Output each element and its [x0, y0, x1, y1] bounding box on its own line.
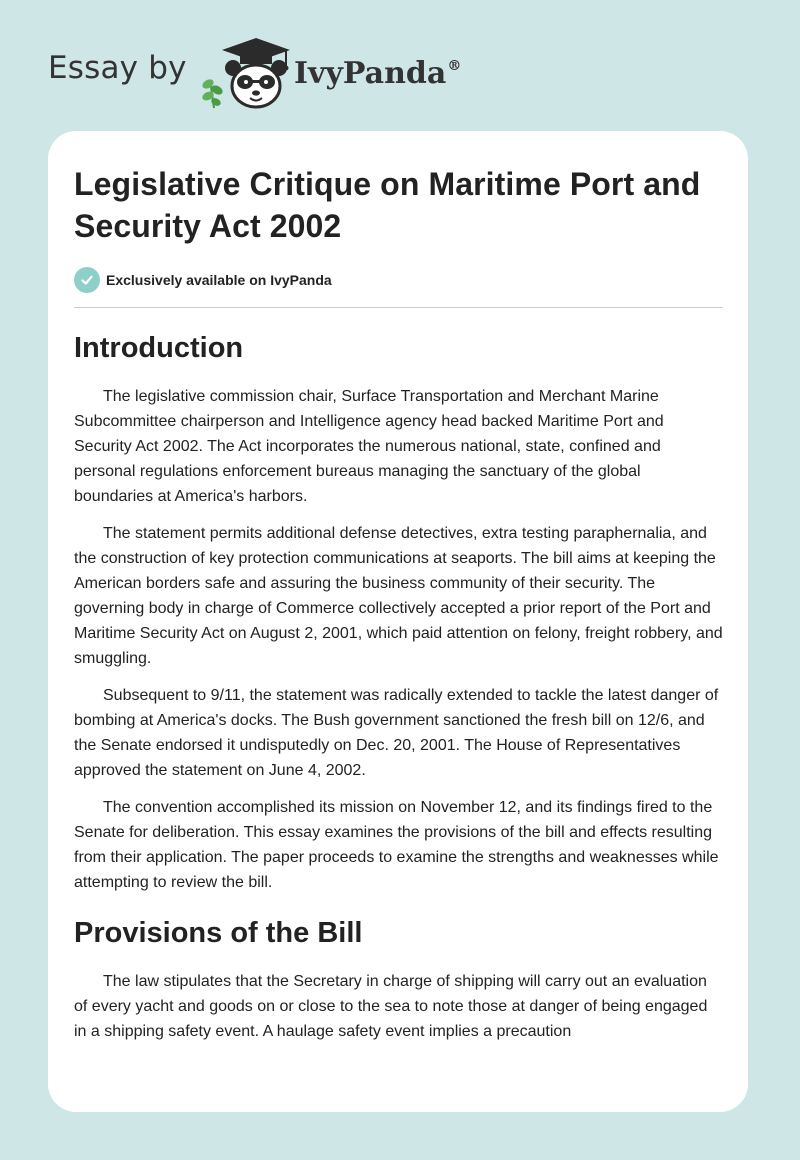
article-title: Legislative Critique on Maritime Port and Security Act 2002 — [74, 166, 701, 244]
exclusive-badge — [74, 265, 724, 295]
paragraph: The legislative commission chair, Surface Transportation and Merchant Marine Subcommittee chairperson and Intelligence agency head backed Maritime Port and Security Act 2002. The Act incorporates the numerous national, state, confined and personal regulations enforcement bureaus managing the sanctuary of the global boundaries at America's harbors. — [74, 388, 664, 505]
article-content — [74, 163, 724, 1044]
essay-by-label: Essay by — [48, 50, 187, 86]
paragraph: The statement permits additional defense detectives, extra testing paraphernalia, and the construction of key protection communications at seaports. The bill aims at keeping the American borders safe and assuring the business community of their security. The governing body in charge of Commerce collectively accepted a prior report of the Port and Maritime Security Act on August 2, 2001, which paid attention on felony, freight robbery, and smuggling. — [74, 525, 723, 667]
exclusive-label: Exclusively available on IvyPanda — [106, 272, 332, 288]
ivy-leaf-icon — [201, 78, 224, 108]
divider — [74, 307, 723, 308]
paragraph: Subsequent to 9/11, the statement was radically extended to tackle the latest danger of bombing at America's docks. The Bush government sanctioned the fresh bill on 12/6, and the Senate endorsed it undisputedly on Dec. 20, 2001. The House of Representatives approved the statement on June 4, 2002. — [74, 687, 719, 779]
section-heading-provisions: Provisions of the Bill — [74, 917, 363, 949]
article-card — [48, 131, 748, 1112]
checkmark-icon — [74, 267, 100, 293]
panda-logo-icon[interactable] — [200, 34, 296, 110]
registered-mark: ® — [447, 58, 462, 74]
brand-name[interactable] — [294, 56, 461, 91]
section-heading-introduction: Introduction — [74, 332, 244, 364]
paragraph: The convention accomplished its mission on November 12, and its findings fired to the Senate for deliberation. This essay examines the provisions of the bill and effects resulting from their application. The paper proceeds to examine the strengths and weaknesses while attempting to review the bill. — [74, 799, 719, 891]
brand-text: IvyPanda — [294, 56, 447, 91]
site-header — [48, 30, 508, 110]
paragraph: The law stipulates that the Secretary in charge of shipping will carry out an evaluation of every yacht and goods on or close to the sea to note those at danger of being engaged in a shipping safety event. A haulage safety event implies a precaution — [74, 973, 708, 1040]
